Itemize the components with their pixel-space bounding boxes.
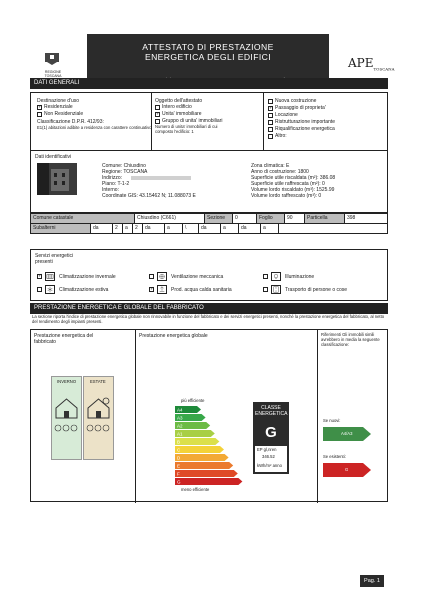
estate-label: ESTATE <box>90 379 106 384</box>
sub-a1: a <box>123 224 133 234</box>
indirizzo-redacted <box>131 176 191 180</box>
classe-title: CLASSE ENERGETICA <box>255 405 288 417</box>
region-crest-icon <box>44 52 60 66</box>
energy-class-label-g: G <box>177 479 181 485</box>
ep-unit: kWh/m² anno <box>257 463 282 468</box>
energy-class-label-d: D <box>177 455 181 461</box>
ep-value: 346.52 <box>262 454 275 459</box>
ep-label: EP gl,nren <box>257 447 277 452</box>
sub-da4: da <box>239 224 261 234</box>
comune-catastale-label: Comune catastale <box>31 214 135 224</box>
subalterni-label: Subalterni <box>31 224 91 234</box>
sub-da2: da <box>143 224 165 234</box>
energy-divider-1 <box>135 330 136 503</box>
clima-est-checkbox[interactable] <box>37 287 42 292</box>
energy-class-bar-e <box>175 462 233 469</box>
comune: Comune: Chiusdino <box>102 163 146 169</box>
hot-water-icon <box>157 285 167 294</box>
ape-page <box>28 20 395 586</box>
esistenti-label: Se esistenti: <box>323 454 346 459</box>
clima-est-label: Climatizzazione estiva <box>59 287 109 293</box>
passaggio-checkbox[interactable] <box>268 106 273 111</box>
ape-logo: $APE_{TOSCANA}$ <box>348 56 395 72</box>
gruppo-label: Gruppo di unita' immobiliari <box>162 118 223 124</box>
comune-catastale-value: Chiusdino (C661) <box>135 214 205 224</box>
acqua-label: Prod. acqua calda sanitaria <box>171 287 232 293</box>
residenziale-label: Residenziale <box>44 104 73 110</box>
nuovi-label: Se nuovi: <box>323 418 341 423</box>
face-rating-icons <box>53 424 112 432</box>
oggetto-title: Oggetto dell'attestato <box>155 98 203 104</box>
nuova-costruzione-label: Nuova costruzione <box>275 98 317 104</box>
classificazione-label: Classificazione D.P.R. 412/93: <box>37 119 104 125</box>
numero-unita-note: Numero di unita' immobiliari di cui composto l'edificio: 1 <box>155 124 218 134</box>
title-line2: ENERGETICA DEGLI EDIFICI <box>144 52 272 62</box>
non-residenziale-label: Non Residenziale <box>44 111 84 117</box>
ristrutturazione-checkbox[interactable] <box>268 120 273 125</box>
energy-class-label-a1: A1 <box>177 431 183 437</box>
non-residenziale-checkbox[interactable] <box>37 112 42 117</box>
unita-immobiliare-label: Unita' immobiliare <box>162 111 202 117</box>
piu-efficiente-label: più efficiente <box>181 398 205 403</box>
energy-class-bar-d <box>175 454 229 461</box>
energy-class-label-a4: A4 <box>177 407 183 413</box>
classificazione-value: E1(1) abitazioni adibite a residenza con carattere continuativo <box>37 125 152 130</box>
sub-da3: da <box>199 224 221 234</box>
sub-a3: a <box>221 224 239 234</box>
classe-value: G <box>265 424 277 441</box>
passaggio-label: Passaggio di proprieta' <box>275 105 326 111</box>
energy-class-bar-c <box>175 446 224 453</box>
lightbulb-icon <box>271 272 281 281</box>
interno: Interno: <box>102 187 119 193</box>
sub-da1: da <box>91 224 113 234</box>
classe-box <box>253 402 289 474</box>
title-line1: ATTESTATO DI PRESTAZIONE <box>142 42 274 52</box>
acqua-checkbox[interactable] <box>149 287 154 292</box>
elevator-icon <box>271 285 281 294</box>
sub-a4: a <box>261 224 279 234</box>
globale-title: Prestazione energetica globale <box>139 333 208 339</box>
energy-class-label-f: F <box>177 471 180 477</box>
trasp-label: Trasporto di persone o cose <box>285 287 348 293</box>
particella-value: 398 <box>345 214 388 224</box>
sup-riscaldata: Superficie utile riscaldata (m²): 386.08 <box>251 175 336 181</box>
sub-v2: 2 <box>133 224 143 234</box>
section-dati-generali: DATI GENERALI <box>30 78 388 89</box>
sub-empty <box>279 224 388 234</box>
riferimenti-title: Riferimenti Gli immobili simili avrebbero in media la seguente classificazione: <box>321 332 380 347</box>
inverno-label: INVERNO <box>57 379 77 384</box>
house-winter-icon <box>53 396 80 420</box>
fan-icon <box>157 272 167 281</box>
zona-climatica: Zona climatica: E <box>251 163 290 169</box>
energy-class-bar-g <box>175 478 242 485</box>
servizi-title: Servizi energetici presenti <box>35 253 74 265</box>
trasp-checkbox[interactable] <box>263 287 268 292</box>
riqualificazione-label: Riqualificazione energetica <box>275 126 335 132</box>
sezione-value: 0 <box>233 214 257 224</box>
intero-edificio-checkbox[interactable] <box>155 105 160 110</box>
residenziale-checkbox[interactable] <box>37 105 42 110</box>
riqualificazione-checkbox[interactable] <box>268 127 273 132</box>
altro-checkbox[interactable] <box>268 134 273 139</box>
sub-slash: \ <box>183 224 199 234</box>
energy-class-label-c: C <box>177 447 181 453</box>
energy-class-label-a3: A3 <box>177 415 183 421</box>
clima-inv-label: Climatizzazione invernale <box>59 274 116 280</box>
esistenti-value: G <box>345 467 349 472</box>
particella-label: Particella <box>305 214 345 224</box>
snowflake-icon <box>45 285 55 294</box>
sup-raffrescata: Superficie utile raffrescata (m²): 0 <box>251 181 325 187</box>
locazione-checkbox[interactable] <box>268 113 273 118</box>
region-name: REGIONE TOSCANA <box>44 70 62 78</box>
sezione-label: Sezione <box>205 214 233 224</box>
ape-logo-text: APE <box>348 56 374 70</box>
page-number: Pag. 1 <box>360 575 384 587</box>
sub-a2: a <box>165 224 183 234</box>
altro-label: Altro: <box>275 133 287 139</box>
regione: Regione: TOSCANA <box>102 169 148 175</box>
servizi-box <box>30 249 388 301</box>
prestazione-intro: La sezione riporta l'indice di prestazione energetica globale non rinnovabile in funzione del fabbricato e dei servizi energetici presenti, nonché la prestazione energetica del fabbricato, al netto del rendimento degli impianti presenti. <box>32 314 385 324</box>
indirizzo: Indirizzo: <box>102 175 123 181</box>
energy-class-label-b: B <box>177 439 181 445</box>
intero-edificio-label: Intero edificio <box>162 104 192 110</box>
locazione-label: Locazione <box>275 112 298 118</box>
energy-divider-2 <box>317 330 318 503</box>
unita-immobiliare-checkbox[interactable] <box>155 112 160 117</box>
ep-box <box>255 446 287 472</box>
ristrutturazione-label: Ristrutturazione importante <box>275 119 336 125</box>
energy-class-label-a2: A2 <box>177 423 183 429</box>
destinazione-title: Destinazione d'uso <box>37 98 80 104</box>
nuova-costruzione-checkbox[interactable] <box>268 99 273 104</box>
coordinate: Coordinate GIS: 43.15462 N; 11.088073 E <box>102 193 196 199</box>
clima-inv-checkbox[interactable] <box>37 274 42 279</box>
subalterni-row <box>31 224 388 234</box>
house-summer-icon <box>85 396 112 420</box>
catasto-table <box>30 213 388 224</box>
energy-class-label-e: E <box>177 463 181 469</box>
energy-class-bar-f <box>175 470 238 477</box>
building-photo <box>37 163 77 195</box>
section-prestazione: PRESTAZIONE ENERGETICA E GLOBALE DEL FABBRICATO <box>30 303 388 314</box>
meno-efficiente-label: meno efficiente <box>181 487 210 492</box>
sub-v1: 2 <box>113 224 123 234</box>
foglio-value: 90 <box>285 214 305 224</box>
prestazione-box <box>30 329 388 502</box>
catasto-row-1 <box>31 214 388 224</box>
nuovi-value: A4/A3 <box>341 431 353 436</box>
foglio-label: Foglio <box>257 214 285 224</box>
vol-raffrescato: Volume lordo raffrescato (m³): 0 <box>251 193 322 199</box>
subalterni-table <box>30 223 388 234</box>
radiator-icon <box>45 272 55 281</box>
dati-identificativi-title: Dati identificativi <box>35 154 72 160</box>
fabbricato-title: Prestazione energetica del fabbricato <box>34 333 94 345</box>
energy-class-bar-b <box>175 438 219 445</box>
energy-scale <box>175 406 247 488</box>
dati-identificativi-box <box>30 150 388 213</box>
illum-label: Illuminazione <box>285 274 315 280</box>
vol-riscaldato: Volume lordo riscaldato (m³): 1525.99 <box>251 187 335 193</box>
vent-checkbox[interactable] <box>149 274 154 279</box>
piano: Piano: T-1-2 <box>102 181 130 187</box>
illum-checkbox[interactable] <box>263 274 268 279</box>
anno-costruzione: Anno di costruzione: 1800 <box>251 169 309 175</box>
vent-label: Ventilazione meccanica <box>171 274 224 280</box>
